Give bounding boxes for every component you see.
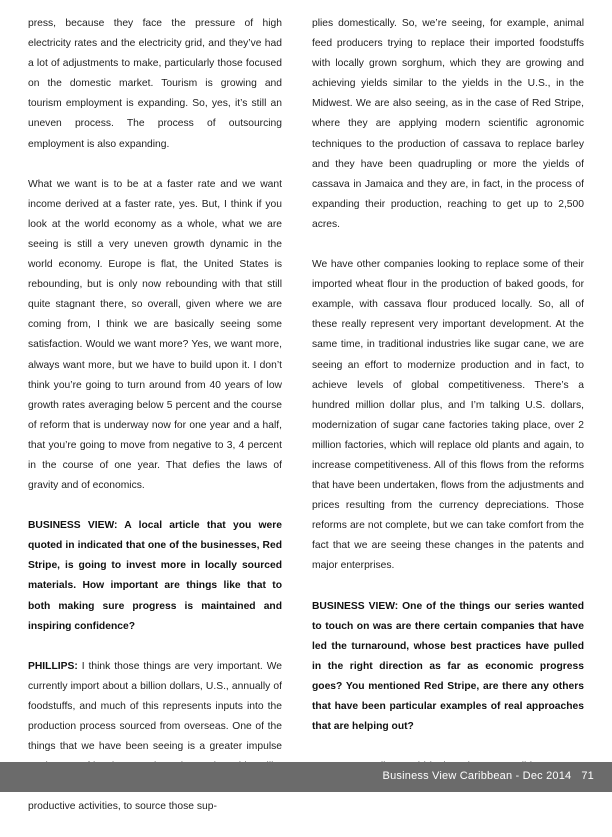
page-number: 71 <box>581 770 594 782</box>
paragraph: We have other companies looking to replace some of their imported wheat flour in the production of baked goods, for example, with cassava flour produced locally. So, all of these really represent very important development. At the same time, in traditional industries like sugar cane, we are seeing an effort to modernize production and in fact, to achieve levels of global competitiveness. There’s a hundred million dollar plus, and I’m talking U.S. dollars, modernization of sugar cane factories taking place, over 2 million factories, which will replace old plants and again, to increase competitiveness. All of this flows from the reforms that have been undertaken, flows from the adjustments and prices resulting from the currency depreciations. Those reforms are not complete, but we can take comfort from the fact that we are seeing these changes in the patents and major enterprises. <box>312 259 584 572</box>
publication-name: Business View Caribbean - Dec 2014 <box>382 770 572 782</box>
interview-question: BUSINESS VIEW: A local article that you were quoted in indicated that one of the businesses, Red Stripe, is going to invest more in locally sourced materials. How important are things like that to both making sure progress is maintained and inspiring confidence? <box>28 520 282 632</box>
interview-question: BUSINESS VIEW: One of the things our series wanted to touch on was are there certain companies that have led the turnaround, whose best practices have pulled in the right direction as far as economic progress goes? You mentioned Red Stripe, are there any others that have been particular examples of real approaches that are helping out? <box>312 600 584 733</box>
paragraph: plies domestically. So, we’re seeing, for example, animal feed producers trying to replace their imported foodstuffs with locally grown sorghum, which they are growing and achieving yields similar to the yields in the U.S., in the Midwest. We are also seeing, as in the case of Red Stripe, where they are applying modern scientific agronomic techniques to the production of cassava to replace barley and they have been quadrupling or more the yields of cassava in Jamaica and they are, in fact, in the process of expanding their production, reaching to get up to 2,500 acres. <box>312 18 584 230</box>
footer-text <box>383 770 594 782</box>
left-column <box>28 14 282 837</box>
answer-text: I think those things are very important. We currently import about a billion dollars, U.S., annually of foodstuffs, and much of this represents inputs into the production process sourced from overseas. One of the things that we have been seeing is a greater impulse productive activities, to source those sup- <box>28 660 282 813</box>
page-footer <box>0 762 612 792</box>
paragraph: What we want is to be at a faster rate and we want income derived at a faster rate, yes. But, I think if you look at the world economy as a whole, what we are seeing is still a very uneven growth dynamic in the world economy. Europe is flat, the United States is rebounding, but is only now rebounding with that still quite stagnant there, so overall, given where we are coming from, I think we are basically seeing some satisfaction. Would we want more? Yes, we want more, always want more, but we have to build upon it. I don’t think you’re going to turn around from 40 years of low growth rates averaging below 5 percent and the course of reform that is underway now for one year and a half, that you’re going to move from negative to 3, 4 percent in the course of one year. That defies the laws of gravity and of economics. <box>28 178 282 492</box>
interview-answer <box>28 657 282 818</box>
paragraph: press, because they face the pressure of high electricity rates and the electricity grid, and they’ve had a lot of adjustments to make, particularly those focused on the domestic market. Tourism is growing and tourism employment is expanding. So, yes, it’s still an uneven process. The process of outsourcing employment is also expanding. <box>28 18 282 150</box>
speaker-label: PHILLIPS: <box>28 660 78 672</box>
right-column <box>312 14 584 817</box>
